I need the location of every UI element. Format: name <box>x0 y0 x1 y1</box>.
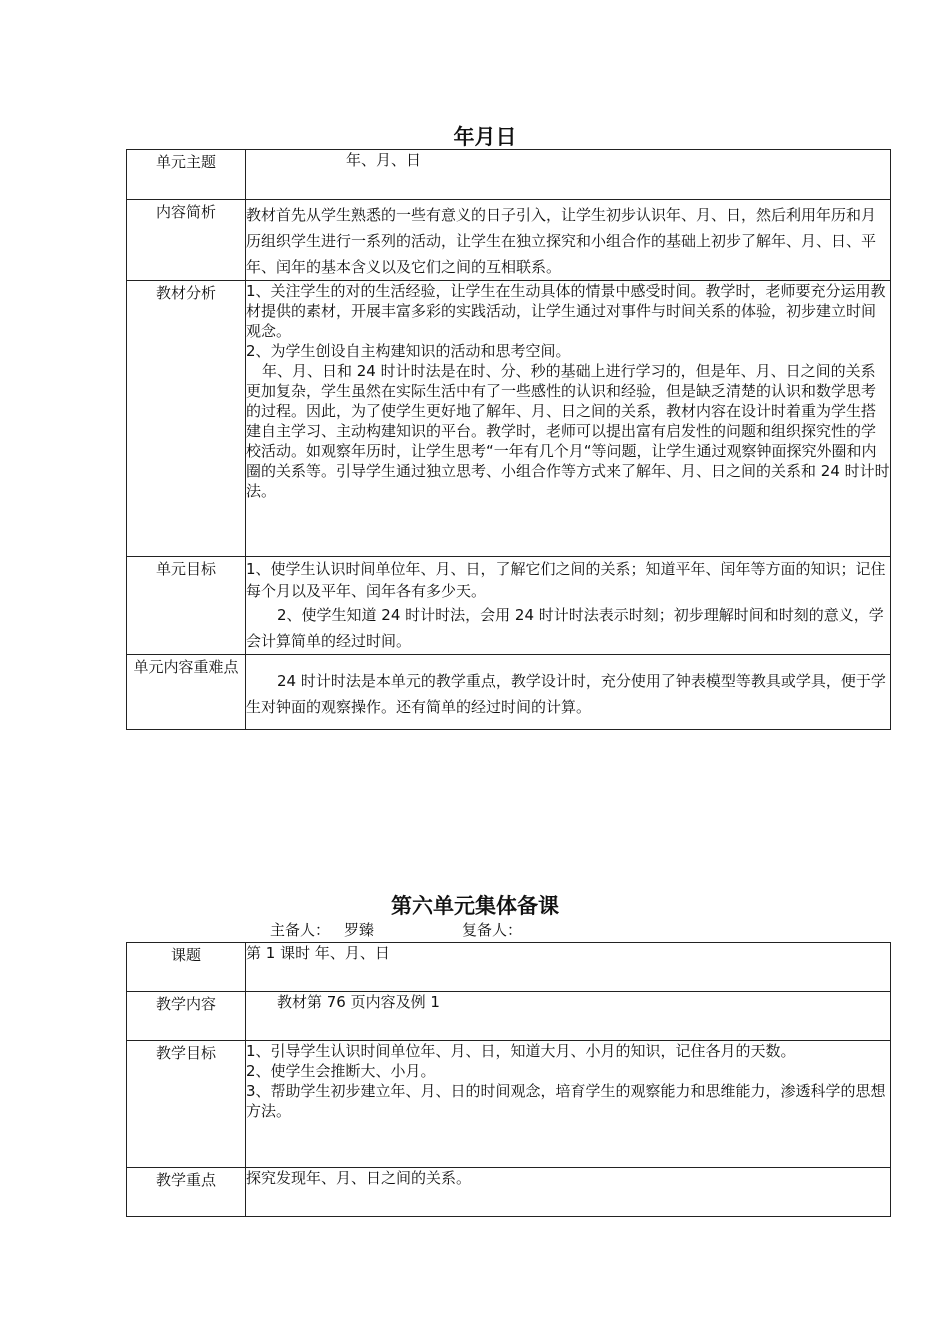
lesson-plan-table <box>126 942 891 1217</box>
table-row <box>127 200 891 281</box>
paragraph: 2、使学生知道 24 时计时法，会用 24 时计时法表示时刻；初步理解时间和时刻的意义，学会计算简单的经过时间。 <box>246 606 884 650</box>
table-row <box>127 557 891 655</box>
row-label: 内容简析 <box>127 200 246 281</box>
paragraph: 年、月、日和 24 时计时法是在时、分、秒的基础上进行学习的，但是年、月、日之间的关系更加复杂，学生虽然在实际生活中有了一些感性的认识和经验，但是缺乏清楚的认识和数学思考的过程。因此，为了使学生更好地了解年、月、日之间的关系，教材内容在设计时着重为学生搭建自主学习、主动构建知识的平台。教学时，老师可以提出富有启发性的问题和组织探究性的学校活动。如观察年历时，让学生思考“一年有几个月“等问题，让学生通过观察钟面探究外圈和内圈的关系等。引导学生通过独立思考、小组合作等方式来了解年、月、日之间的关系和 24 时计时法。 <box>246 362 890 500</box>
table-row <box>127 1168 891 1217</box>
table-row <box>127 150 891 200</box>
row-label: 单元内容重难点 <box>127 655 246 730</box>
table-row <box>127 943 891 992</box>
textbook-analysis-cell <box>246 281 891 557</box>
row-label: 教学重点 <box>127 1168 246 1217</box>
row-label: 教材分析 <box>127 281 246 557</box>
row-label: 教学内容 <box>127 992 246 1041</box>
key-points-text: 24 时计时法是本单元的教学重点，教学设计时，充分使用了钟表模型等教具或学具，便于学生对钟面的观察操作。还有简单的经过时间的计算。 <box>246 672 886 716</box>
lesson-plan-title: 第六单元集体备课 <box>391 894 559 918</box>
row-label: 课题 <box>127 943 246 992</box>
lesson-content-text: 教材第 76 页内容及例 1 <box>277 993 440 1011</box>
lesson-content-cell <box>246 992 891 1041</box>
lesson-topic-cell <box>246 943 891 992</box>
unit-goals-cell <box>246 557 891 655</box>
content-analysis-cell <box>246 200 891 281</box>
lesson-focus-text: 探究发现年、月、日之间的关系。 <box>246 1169 472 1187</box>
lesson-topic-text: 第 1 课时 年、月、日 <box>246 944 390 962</box>
key-points-cell <box>246 655 891 730</box>
paragraph: 1、引导学生认识时间单位年、月、日，知道大月、小月的知识，记住各月的天数。 <box>246 1042 796 1060</box>
table-row <box>127 992 891 1041</box>
table-row <box>127 1041 891 1168</box>
lesson-goals-cell <box>246 1041 891 1168</box>
lead-preparer-name: 罗臻 <box>344 921 375 939</box>
lesson-focus-cell <box>246 1168 891 1217</box>
paragraph: 1、使学生认识时间单位年、月、日，了解它们之间的关系；知道平年、闰年等方面的知识；记住每个月以及平年、闰年各有多少天。 <box>246 560 886 600</box>
unit-theme-cell <box>246 150 891 200</box>
unit-title: 年月日 <box>453 125 517 149</box>
table-row <box>127 281 891 557</box>
co-preparer-label: 复备人： <box>462 921 523 939</box>
paragraph: 2、为学生创设自主构建知识的活动和思考空间。 <box>246 342 571 360</box>
unit-overview-table <box>126 149 891 730</box>
preparer-line <box>270 920 522 940</box>
paragraph: 3、帮助学生初步建立年、月、日的时间观念，培育学生的观察能力和思维能力，渗透科学的思想方法。 <box>246 1082 886 1120</box>
table-row <box>127 655 891 730</box>
paragraph: 1、关注学生的对的生活经验，让学生在生动具体的情景中感受时间。教学时，老师要充分运用教材提供的素材，开展丰富多彩的实践活动，让学生通过对事件与时间关系的体验，初步建立时间观念。 <box>246 282 886 340</box>
row-label: 单元主题 <box>127 150 246 200</box>
unit-theme-text: 年、月、日 <box>346 151 422 169</box>
row-label: 单元目标 <box>127 557 246 655</box>
lead-preparer-label: 主备人： <box>270 921 331 939</box>
content-analysis-text: 教材首先从学生熟悉的一些有意义的日子引入，让学生初步认识年、月、日，然后利用年历和月历组织学生进行一系列的活动，让学生在独立探究和小组合作的基础上初步了解年、月、日、平年、闰年的基本含义以及它们之间的互相联系。 <box>246 206 877 276</box>
row-label: 教学目标 <box>127 1041 246 1168</box>
paragraph: 2、使学生会推断大、小月。 <box>246 1062 436 1080</box>
